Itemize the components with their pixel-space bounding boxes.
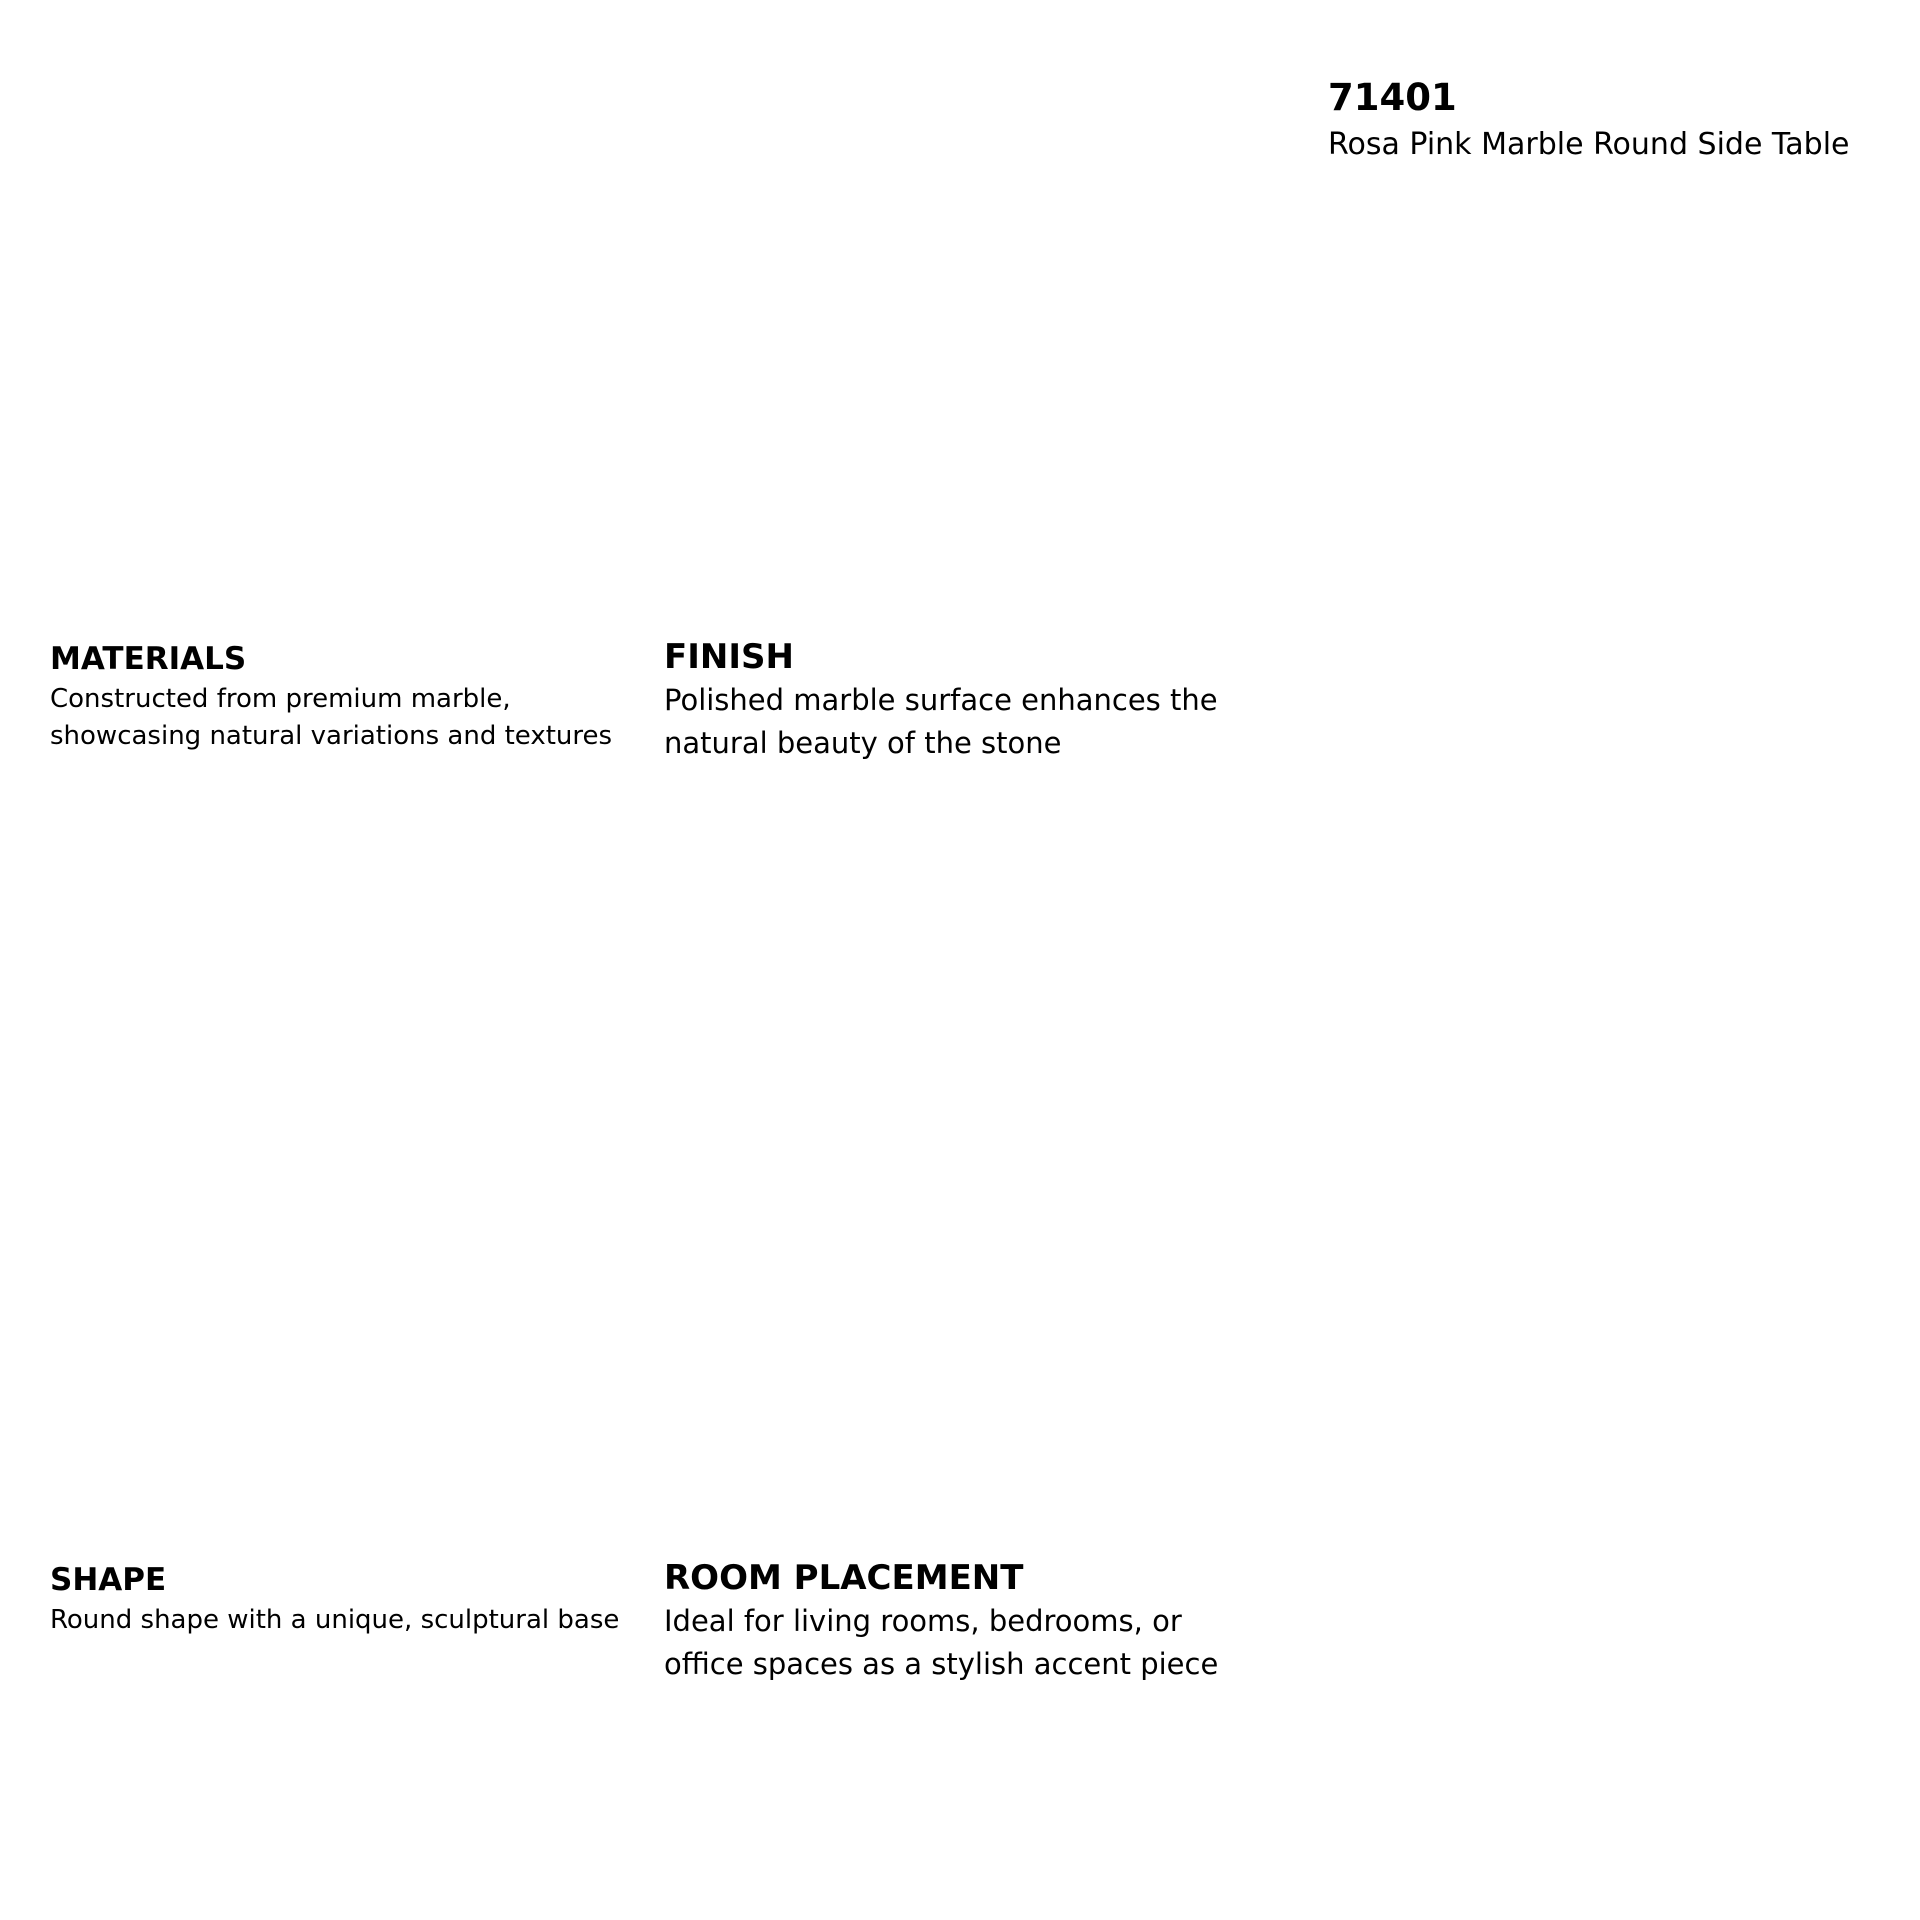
feature-finish bbox=[664, 635, 1264, 765]
feature-desc-room-placement: Ideal for living rooms, bedrooms, or office spaces as a stylish accent piece bbox=[664, 1604, 1219, 1681]
feature-desc-finish: Polished marble surface enhances the natural beauty of the stone bbox=[664, 683, 1218, 760]
feature-desc-materials: Constructed from premium marble, showcasing natural variations and textures bbox=[50, 684, 613, 751]
product-name: Rosa Pink Marble Round Side Table bbox=[1328, 127, 1850, 162]
product-code: 71401 bbox=[1328, 76, 1457, 119]
feature-desc-shape: Round shape with a unique, sculptural base bbox=[50, 1605, 620, 1635]
product-header bbox=[1328, 74, 1908, 168]
feature-shape bbox=[50, 1558, 650, 1639]
feature-title-materials: MATERIALS bbox=[50, 641, 247, 677]
feature-title-shape: SHAPE bbox=[50, 1562, 167, 1598]
feature-title-finish: FINISH bbox=[664, 637, 794, 677]
feature-materials bbox=[50, 637, 650, 755]
feature-room-placement bbox=[664, 1556, 1264, 1686]
feature-title-room-placement: ROOM PLACEMENT bbox=[664, 1558, 1024, 1598]
